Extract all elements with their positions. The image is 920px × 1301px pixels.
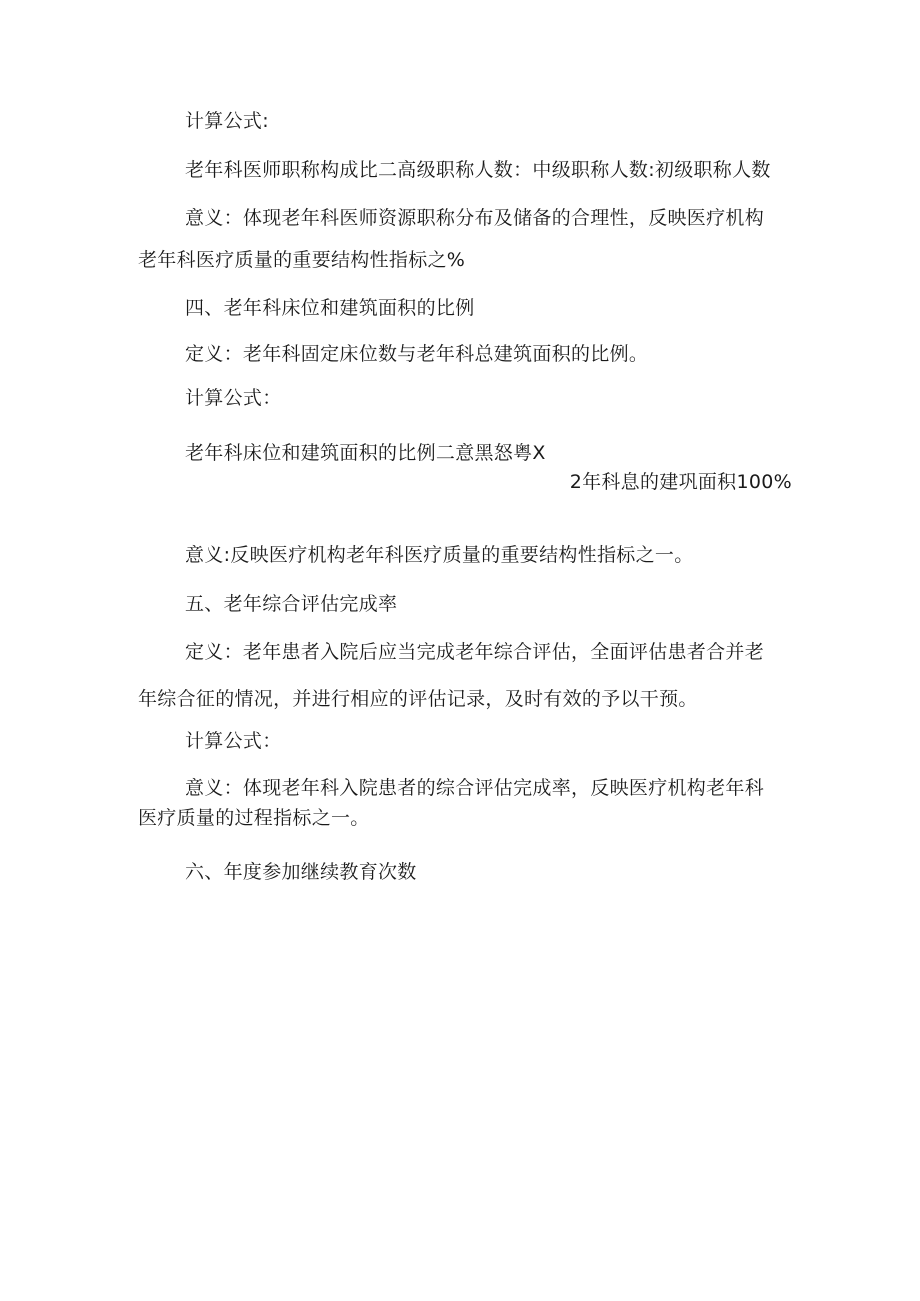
section-heading-4: 四、老年科床位和建筑面积的比例 bbox=[185, 297, 475, 319]
definition-paragraph-line: 定义：老年患者入院后应当完成老年综合评估，全面评估患者合并老 bbox=[185, 641, 765, 663]
formula-label: 计算公式： bbox=[185, 730, 282, 752]
meaning-paragraph-line: 老年科医疗质量的重要结构性指标之% bbox=[138, 249, 466, 271]
formula-denominator: 2年科息的建巩面积100% bbox=[569, 471, 792, 493]
formula-title-ratio: 老年科医师职称构成比二高级职称人数：中级职称人数:初级职称人数 bbox=[185, 159, 771, 181]
meaning-paragraph-line: 医疗质量的过程指标之一。 bbox=[138, 807, 370, 829]
formula-numerator: 老年科床位和建筑面积的比例二意黑怒粤X bbox=[185, 442, 546, 464]
section-heading-6: 六、年度参加继续教育次数 bbox=[185, 861, 417, 883]
meaning-paragraph-line: 意义：体现老年科入院患者的综合评估完成率，反映医疗机构老年科 bbox=[185, 777, 765, 799]
definition-paragraph-line: 年综合征的情况，并进行相应的评估记录，及时有效的予以干预。 bbox=[138, 688, 698, 710]
section-heading-5: 五、老年综合评估完成率 bbox=[185, 593, 398, 615]
formula-label: 计算公式： bbox=[185, 387, 282, 409]
formula-label: 计算公式: bbox=[185, 110, 269, 132]
meaning-paragraph-line: 意义：体现老年科医师资源职称分布及储备的合理性，反映医疗机构 bbox=[185, 207, 765, 229]
definition-paragraph: 定义：老年科固定床位数与老年科总建筑面积的比例。 bbox=[185, 343, 649, 365]
meaning-paragraph: 意义:反映医疗机构老年科医疗质量的重要结构性指标之一。 bbox=[185, 544, 694, 566]
